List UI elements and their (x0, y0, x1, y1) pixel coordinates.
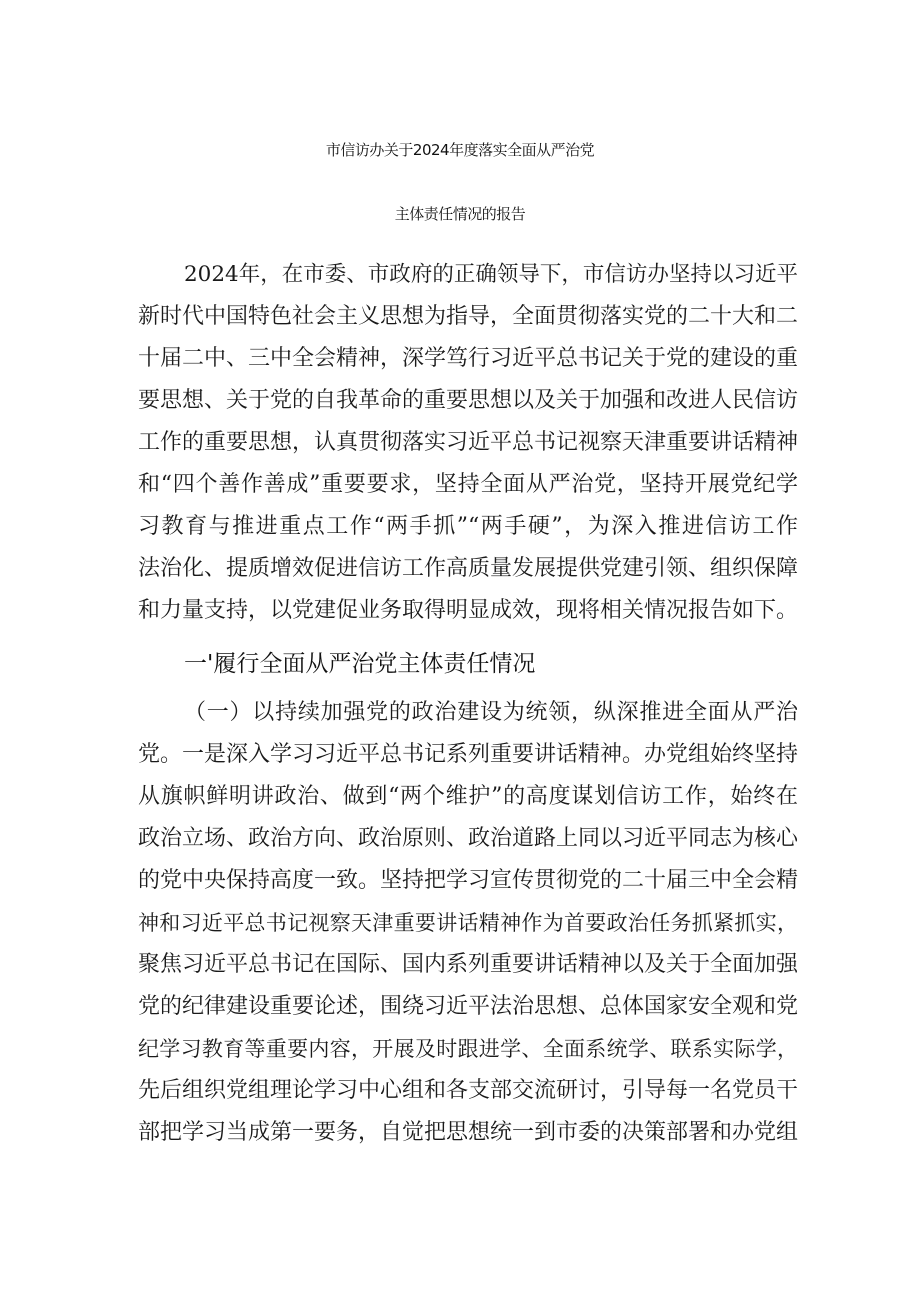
paragraph-line: （一）以持续加强党的政治建设为统领，纵深推进全面从严治 (184, 700, 798, 725)
paragraph-line: 要思想、关于党的自我革命的重要思想以及关于加强和改进人民信访 (138, 388, 799, 413)
document-title-line-2: 主体责任情况的报告 (394, 205, 526, 223)
paragraph-line: 纪学习教育等重要内容，开展及时跟进学、全面系统学、联系实际学， (138, 1037, 798, 1061)
paragraph-line: 党。一是深入学习习近平总书记系列重要讲话精神。办党组始终坚持 (138, 742, 799, 767)
paragraph-line: 2024年，在市委、市政府的正确领导下，市信访办坚持以习近平 (184, 262, 798, 287)
paragraph-line: 十届二中、三中全会精神，深学笃行习近平总书记关于党的建设的重 (138, 346, 799, 371)
paragraph-line: 新时代中国特色社会主义思想为指导，全面贯彻落实党的二十大和二 (138, 304, 799, 329)
paragraph-line: 部把学习当成第一要务，自觉把思想统一到市委的决策部署和办党组 (138, 1120, 799, 1145)
section-heading: 一'履行全面从严治党主体责任情况 (184, 651, 536, 677)
paragraph-line: 政治立场、政治方向、政治原则、政治道路上同以习近平同志为核心 (138, 826, 799, 851)
paragraph-line: 的党中央保持高度一致。坚持把学习宣传贯彻党的二十届三中全会精 (138, 868, 799, 893)
paragraph-line: 习教育与推进重点工作“两手抓”“两手硬”，为深入推进信访工作 (138, 514, 798, 539)
paragraph-line: 聚焦习近平总书记在国际、国内系列重要讲话精神以及关于全面加强 (138, 952, 799, 977)
paragraph-line: 党的纪律建设重要论述，围绕习近平法治思想、总体国家安全观和党 (138, 994, 799, 1019)
paragraph-line: 从旗帜鲜明讲政治、做到“两个维护”的高度谋划信访工作，始终在 (138, 784, 798, 809)
paragraph-line: 神和习近平总书记视察天津重要讲话精神作为首要政治任务抓紧抓实， (138, 911, 798, 935)
paragraph-line: 法治化、提质增效促进信访工作高质量发展提供党建引领、组织保障 (138, 556, 799, 581)
paragraph-line: 工作的重要思想，认真贯彻落实习近平总书记视察天津重要讲话精神 (138, 430, 799, 455)
paragraph-line: 先后组织党组理论学习中心组和各支部交流研讨，引导每一名党员干 (138, 1078, 799, 1103)
paragraph-line: 和力量支持，以党建促业务取得明显成效，现将相关情况报告如下。 (138, 598, 799, 623)
paragraph-line: 和“四个善作善成”重要要求，坚持全面从严治党，坚持开展党纪学 (138, 472, 798, 497)
document-title-line-1: 市信访办关于2024年度落实全面从严治党 (325, 141, 595, 159)
